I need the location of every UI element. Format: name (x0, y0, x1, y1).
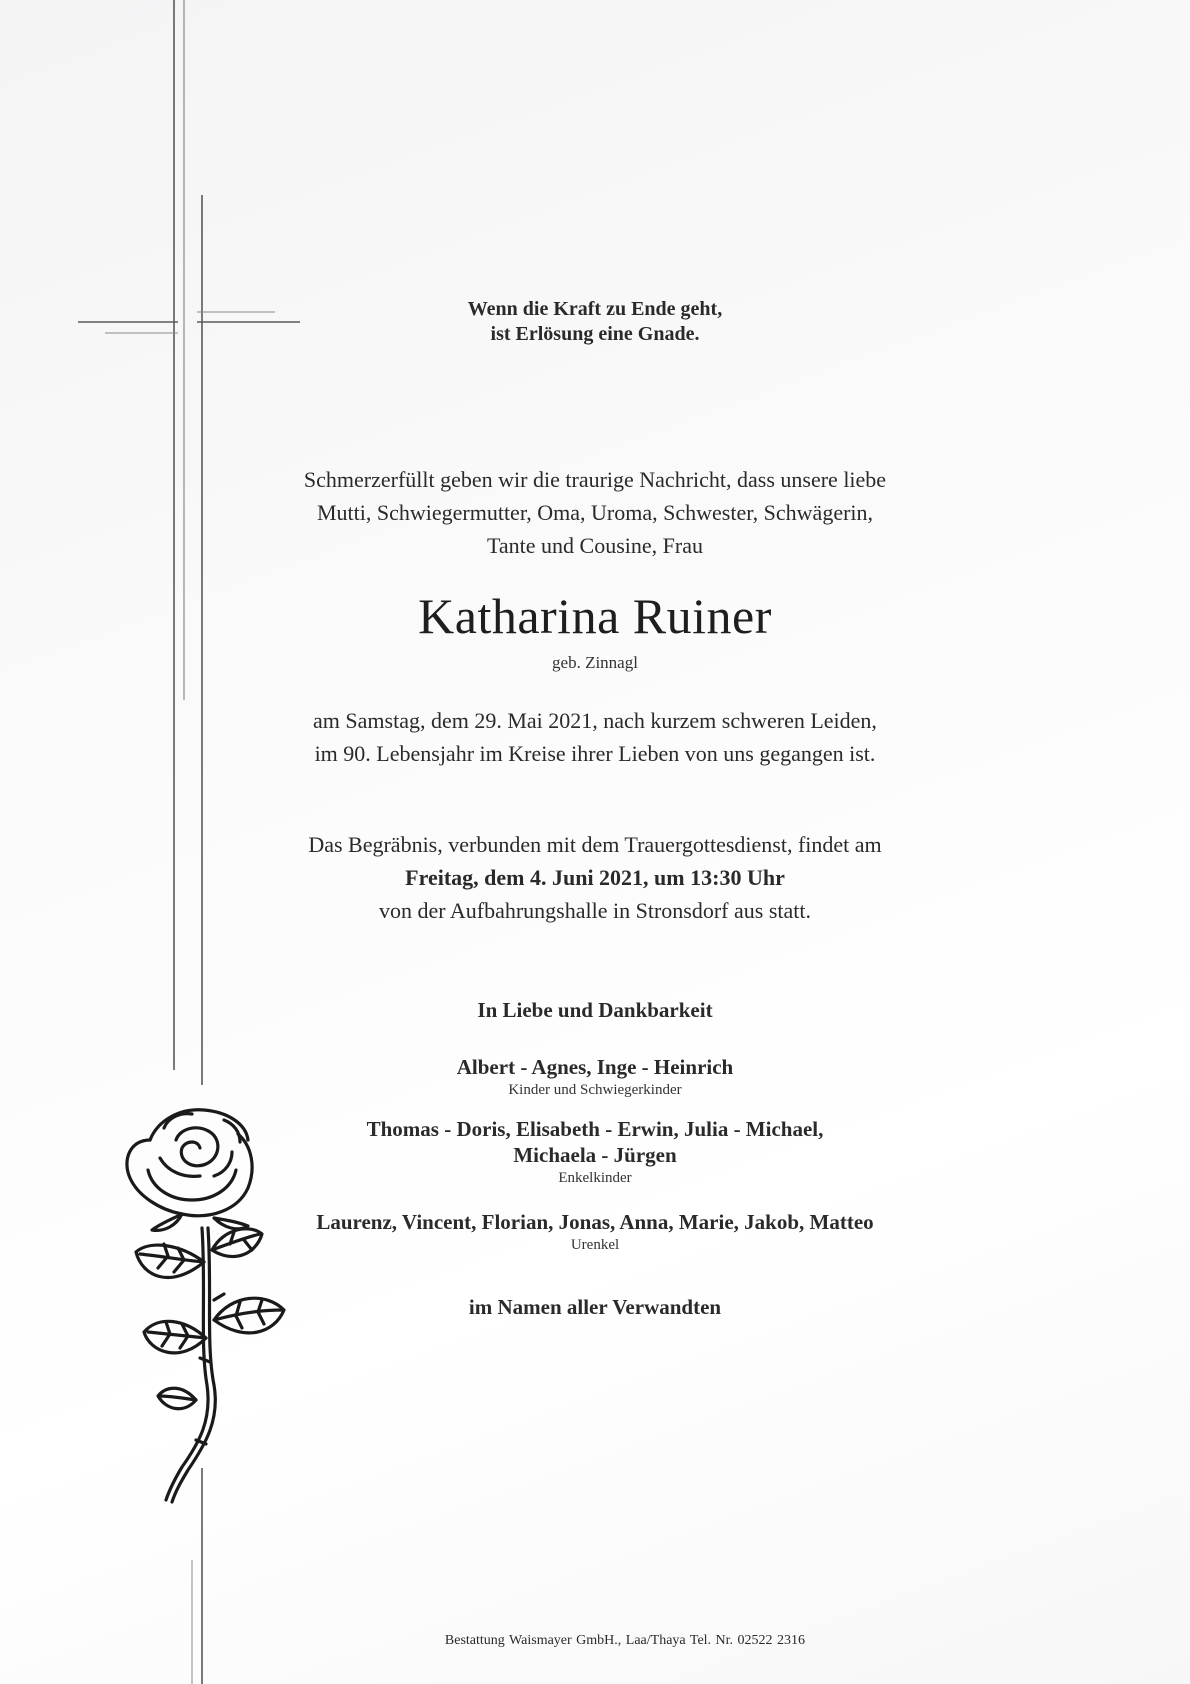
motto-line-1: Wenn die Kraft zu Ende geht, (467, 298, 723, 320)
deceased-name: Katharina Ruiner (418, 588, 772, 644)
death-notice-line-2: im 90. Lebensjahr im Kreise ihrer Lieben von uns gegangen ist. (314, 741, 876, 766)
great-grandchildren-names: Laurenz, Vincent, Florian, Jonas, Anna, Marie, Jakob, Matteo (316, 1210, 874, 1234)
funeral-line-1: Das Begräbnis, verbunden mit dem Trauergottesdienst, findet am (308, 832, 882, 857)
funeral-home-footer: Bestattung Waismayer GmbH., Laa/Thaya Tel. Nr. 02522 2316 (444, 1633, 806, 1648)
death-notice-line-1: am Samstag, dem 29. Mai 2021, nach kurzem schweren Leiden, (313, 708, 877, 733)
announcement-line-1: Schmerzerfüllt geben wir die traurige Nachricht, dass unsere liebe (303, 467, 887, 492)
announcement-line-2: Mutti, Schwiegermutter, Oma, Uroma, Schwester, Schwägerin, (316, 500, 874, 525)
announcement-line-3: Tante und Cousine, Frau (487, 533, 703, 558)
great-grandchildren-group (0, 1209, 1190, 1255)
great-grandchildren-role: Urenkel (570, 1237, 620, 1253)
motto-line-2: ist Erlösung eine Gnade. (490, 323, 700, 345)
grandchildren-names-line-2: Michaela - Jürgen (513, 1143, 677, 1167)
grandchildren-names-line-1: Thomas - Doris, Elisabeth - Erwin, Julia - Michael, (366, 1117, 824, 1141)
mourners-heading: In Liebe und Dankbarkeit (477, 998, 713, 1022)
closing-line: im Namen aller Verwandten (468, 1295, 722, 1319)
funeral-line-3: von der Aufbahrungshalle in Stronsdorf aus statt. (379, 898, 811, 923)
motto (0, 297, 1190, 347)
announcement (0, 463, 1190, 562)
grandchildren-role: Enkelkinder (558, 1170, 632, 1186)
funeral-info (0, 828, 1190, 927)
children-group (0, 1054, 1190, 1100)
death-notice (0, 704, 1190, 770)
funeral-date: Freitag, dem 4. Juni 2021, um 13:30 Uhr (405, 865, 785, 890)
children-role: Kinder und Schwiegerkinder (508, 1082, 682, 1098)
maiden-name: geb. Zinnagl (552, 653, 638, 672)
children-names: Albert - Agnes, Inge - Heinrich (456, 1055, 734, 1079)
grandchildren-group (0, 1116, 1190, 1188)
